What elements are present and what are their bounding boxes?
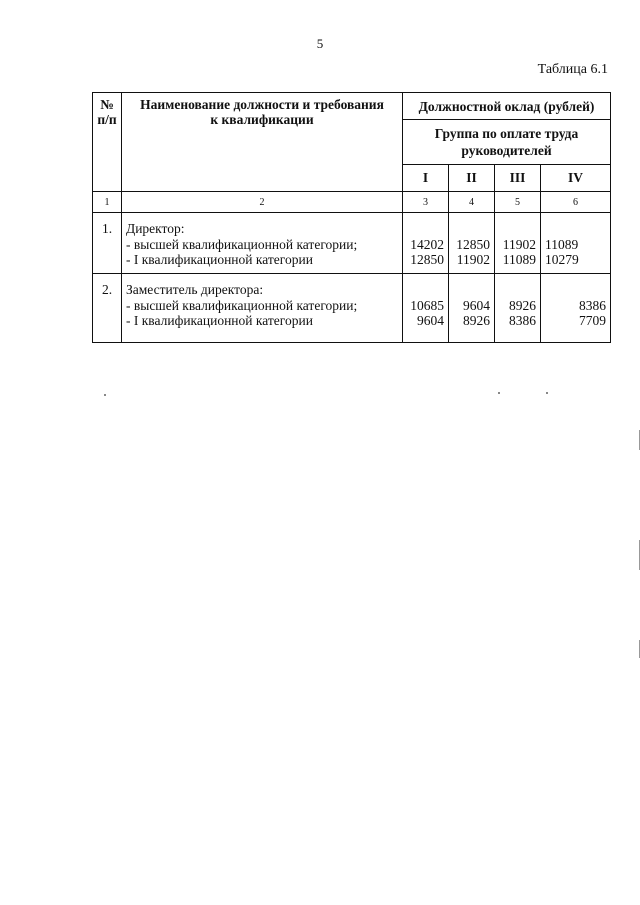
column-index-row xyxy=(93,192,611,213)
salary-cell-group-iv: 8386 7709 xyxy=(541,274,611,343)
header-group-ii: II xyxy=(449,165,495,192)
column-index: 6 xyxy=(541,192,611,213)
header-row-1 xyxy=(93,93,611,120)
position-title: Директор: xyxy=(126,221,185,236)
salary-cell-group-i: 14202 12850 xyxy=(403,213,449,274)
header-pay-group: Группа по оплате труда руководителей xyxy=(403,120,611,165)
table-label: Таблица 6.1 xyxy=(537,62,608,77)
header-num: № п/п xyxy=(93,93,122,192)
row-number: 2. xyxy=(93,274,122,343)
position-description xyxy=(122,213,403,274)
scan-speck xyxy=(498,392,500,394)
salary-cell-group-i: 10685 9604 xyxy=(403,274,449,343)
table-row xyxy=(93,213,611,274)
salary-cell-group-iv: 11089 10279 xyxy=(541,213,611,274)
page-number: 5 xyxy=(316,36,324,51)
table-row xyxy=(93,274,611,343)
header-salary: Должностной оклад (рублей) xyxy=(403,93,611,120)
qualification-line: - высшей квалификационной категории; xyxy=(126,297,358,313)
header-group-i: I xyxy=(403,165,449,192)
column-index: 4 xyxy=(449,192,495,213)
scan-speck xyxy=(104,394,106,396)
qualification-line: - I квалификационной категории xyxy=(126,252,313,267)
column-index: 2 xyxy=(122,192,403,213)
header-group-iii: III xyxy=(495,165,541,192)
qualification-line: - высшей квалификационной категории; xyxy=(126,236,358,252)
salary-cell-group-ii: 9604 8926 xyxy=(449,274,495,343)
position-description xyxy=(122,274,403,343)
column-index: 3 xyxy=(403,192,449,213)
salary-cell-group-iii: 11902 11089 xyxy=(495,213,541,274)
row-number: 1. xyxy=(93,213,122,274)
salary-cell-group-iii: 8926 8386 xyxy=(495,274,541,343)
column-index: 1 xyxy=(93,192,122,213)
header-position-name: Наименование должности и требования к квалификации xyxy=(122,93,403,192)
column-index: 5 xyxy=(495,192,541,213)
qualification-line: - I квалификационной категории xyxy=(126,313,313,328)
salary-cell-group-ii: 12850 11902 xyxy=(449,213,495,274)
salary-table xyxy=(92,92,611,343)
position-title: Заместитель директора: xyxy=(126,282,264,297)
scan-speck xyxy=(546,392,548,394)
header-group-iv: IV xyxy=(541,165,611,192)
